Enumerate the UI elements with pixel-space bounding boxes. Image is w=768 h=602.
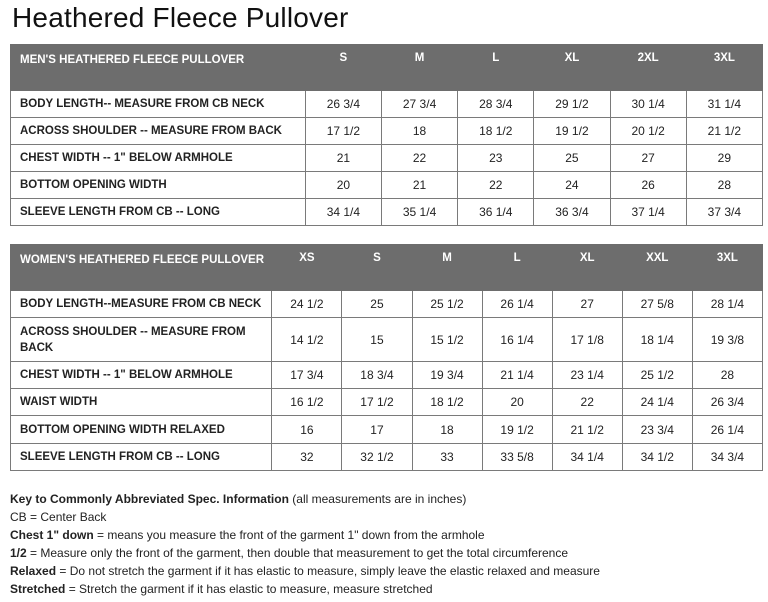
- mens-size-header: M: [381, 45, 457, 91]
- womens-measurement-value: 18: [412, 416, 482, 444]
- womens-measurement-value: 18 1/2: [412, 389, 482, 416]
- womens-measurement-value: 33: [412, 444, 482, 471]
- mens-measurement-value: 20: [305, 172, 381, 199]
- key-definition: Measure only the front of the garment, then double that measurement to get the total circumference: [40, 546, 569, 560]
- womens-measurement-label: SLEEVE LENGTH FROM CB -- LONG: [11, 444, 272, 471]
- key-item: [10, 580, 760, 598]
- womens-measurement-value: 19 3/8: [692, 318, 762, 362]
- womens-measurement-label: ACROSS SHOULDER -- MEASURE FROM BACK: [11, 318, 272, 362]
- womens-measurement-value: 34 3/4: [692, 444, 762, 471]
- womens-size-header: XS: [272, 245, 342, 291]
- key-item: [10, 562, 760, 580]
- womens-table-row: [11, 389, 763, 416]
- womens-measurement-value: 26 1/4: [692, 416, 762, 444]
- mens-table-row: [11, 199, 763, 226]
- womens-measurement-value: 34 1/4: [552, 444, 622, 471]
- womens-measurement-value: 23 3/4: [622, 416, 692, 444]
- mens-measurement-value: 19 1/2: [534, 118, 610, 145]
- womens-measurement-value: 17 1/2: [342, 389, 412, 416]
- mens-size-header: S: [305, 45, 381, 91]
- mens-measurement-value: 22: [381, 145, 457, 172]
- womens-measurement-value: 26 1/4: [482, 291, 552, 318]
- mens-measurement-label: SLEEVE LENGTH FROM CB -- LONG: [11, 199, 306, 226]
- key-title: [10, 490, 760, 508]
- mens-measurement-label: ACROSS SHOULDER -- MEASURE FROM BACK: [11, 118, 306, 145]
- womens-table-title: WOMEN'S HEATHERED FLEECE PULLOVER: [11, 245, 272, 291]
- mens-measurement-value: 27: [610, 145, 686, 172]
- mens-size-header: 3XL: [686, 45, 762, 91]
- womens-measurement-label: CHEST WIDTH -- 1" BELOW ARMHOLE: [11, 362, 272, 389]
- womens-measurement-value: 18 1/4: [622, 318, 692, 362]
- key-title-bold: Key to Commonly Abbreviated Spec. Information: [10, 492, 289, 506]
- mens-measurement-value: 18: [381, 118, 457, 145]
- mens-measurement-value: 21 1/2: [686, 118, 762, 145]
- mens-measurement-value: 37 3/4: [686, 199, 762, 226]
- womens-size-header: XXL: [622, 245, 692, 291]
- mens-measurement-value: 35 1/4: [381, 199, 457, 226]
- mens-measurement-value: 29: [686, 145, 762, 172]
- mens-header-row: [11, 45, 763, 91]
- key-term: 1/2: [10, 546, 27, 560]
- mens-measurement-value: 28: [686, 172, 762, 199]
- key-separator: =: [26, 510, 41, 524]
- womens-measurement-value: 32: [272, 444, 342, 471]
- mens-measurement-value: 17 1/2: [305, 118, 381, 145]
- key-separator: =: [56, 564, 70, 578]
- womens-measurement-value: 23 1/4: [552, 362, 622, 389]
- womens-header-row: [11, 245, 763, 291]
- mens-table-title: MEN'S HEATHERED FLEECE PULLOVER: [11, 45, 306, 91]
- mens-measurement-label: CHEST WIDTH -- 1" BELOW ARMHOLE: [11, 145, 306, 172]
- key-term: Stretched: [10, 582, 66, 596]
- womens-measurement-label: BODY LENGTH--MEASURE FROM CB NECK: [11, 291, 272, 318]
- womens-measurement-value: 21 1/4: [482, 362, 552, 389]
- key-definition: Do not stretch the garment if it has elastic to measure, simply leave the elastic relaxed and measure: [69, 564, 600, 578]
- womens-measurement-value: 27 5/8: [622, 291, 692, 318]
- key-term: Relaxed: [10, 564, 57, 578]
- mens-measurement-value: 28 3/4: [458, 91, 534, 118]
- womens-table-row: [11, 318, 763, 362]
- womens-measurement-value: 21 1/2: [552, 416, 622, 444]
- mens-measurement-value: 34 1/4: [305, 199, 381, 226]
- womens-measurement-value: 16 1/2: [272, 389, 342, 416]
- womens-measurement-label: BOTTOM OPENING WIDTH RELAXED: [11, 416, 272, 444]
- womens-measurement-value: 19 3/4: [412, 362, 482, 389]
- mens-measurement-value: 27 3/4: [381, 91, 457, 118]
- womens-measurement-value: 16: [272, 416, 342, 444]
- mens-measurement-value: 37 1/4: [610, 199, 686, 226]
- womens-measurement-value: 33 5/8: [482, 444, 552, 471]
- womens-measurement-value: 16 1/4: [482, 318, 552, 362]
- key-items: [10, 508, 760, 598]
- mens-measurement-value: 36 3/4: [534, 199, 610, 226]
- mens-measurement-value: 30 1/4: [610, 91, 686, 118]
- womens-measurement-value: 20: [482, 389, 552, 416]
- mens-measurement-value: 25: [534, 145, 610, 172]
- womens-measurement-label: WAIST WIDTH: [11, 389, 272, 416]
- womens-measurement-value: 14 1/2: [272, 318, 342, 362]
- womens-measurement-value: 22: [552, 389, 622, 416]
- mens-measurement-value: 22: [458, 172, 534, 199]
- womens-size-header: XL: [552, 245, 622, 291]
- womens-table-row: [11, 291, 763, 318]
- mens-table-row: [11, 145, 763, 172]
- key-term: CB: [10, 510, 27, 524]
- womens-size-header: M: [412, 245, 482, 291]
- womens-size-chart: [10, 244, 763, 471]
- mens-size-header: 2XL: [610, 45, 686, 91]
- mens-table-row: [11, 91, 763, 118]
- abbreviation-key: [10, 490, 760, 598]
- womens-measurement-value: 27: [552, 291, 622, 318]
- mens-size-header: L: [458, 45, 534, 91]
- womens-measurement-value: 25 1/2: [622, 362, 692, 389]
- mens-measurement-value: 21: [305, 145, 381, 172]
- mens-measurement-value: 31 1/4: [686, 91, 762, 118]
- mens-measurement-label: BOTTOM OPENING WIDTH: [11, 172, 306, 199]
- womens-measurement-value: 24 1/4: [622, 389, 692, 416]
- key-item: [10, 508, 760, 526]
- mens-measurement-value: 18 1/2: [458, 118, 534, 145]
- mens-measurement-value: 26: [610, 172, 686, 199]
- womens-measurement-value: 15 1/2: [412, 318, 482, 362]
- mens-measurement-value: 24: [534, 172, 610, 199]
- womens-measurement-value: 25: [342, 291, 412, 318]
- mens-measurement-value: 21: [381, 172, 457, 199]
- key-item: [10, 544, 760, 562]
- womens-size-header: 3XL: [692, 245, 762, 291]
- page-title: Heathered Fleece Pullover: [12, 2, 349, 33]
- key-definition: Stretch the garment if it has elastic to measure, measure stretched: [79, 582, 433, 596]
- womens-table-row: [11, 444, 763, 471]
- womens-measurement-value: 17 3/4: [272, 362, 342, 389]
- key-definition: means you measure the front of the garment 1" down from the armhole: [107, 528, 485, 542]
- womens-measurement-value: 15: [342, 318, 412, 362]
- mens-size-chart: [10, 44, 763, 226]
- womens-measurement-value: 24 1/2: [272, 291, 342, 318]
- womens-measurement-value: 34 1/2: [622, 444, 692, 471]
- mens-measurement-value: 36 1/4: [458, 199, 534, 226]
- womens-measurement-value: 28 1/4: [692, 291, 762, 318]
- womens-measurement-value: 28: [692, 362, 762, 389]
- key-item: [10, 526, 760, 544]
- key-separator: =: [26, 546, 41, 560]
- mens-measurement-label: BODY LENGTH-- MEASURE FROM CB NECK: [11, 91, 306, 118]
- mens-measurement-value: 20 1/2: [610, 118, 686, 145]
- mens-table-row: [11, 172, 763, 199]
- womens-size-header: L: [482, 245, 552, 291]
- mens-measurement-value: 26 3/4: [305, 91, 381, 118]
- womens-measurement-value: 17: [342, 416, 412, 444]
- key-separator: =: [65, 582, 80, 596]
- womens-table-row: [11, 362, 763, 389]
- womens-measurement-value: 26 3/4: [692, 389, 762, 416]
- womens-measurement-value: 32 1/2: [342, 444, 412, 471]
- mens-measurement-value: 29 1/2: [534, 91, 610, 118]
- womens-measurement-value: 19 1/2: [482, 416, 552, 444]
- key-separator: =: [93, 528, 108, 542]
- key-title-note: (all measurements are in inches): [288, 492, 467, 506]
- womens-size-header: S: [342, 245, 412, 291]
- womens-measurement-value: 17 1/8: [552, 318, 622, 362]
- womens-measurement-value: 18 3/4: [342, 362, 412, 389]
- womens-table-row: [11, 416, 763, 444]
- mens-table-row: [11, 118, 763, 145]
- mens-measurement-value: 23: [458, 145, 534, 172]
- womens-measurement-value: 25 1/2: [412, 291, 482, 318]
- key-definition: Center Back: [40, 510, 107, 524]
- key-term: Chest 1" down: [10, 528, 94, 542]
- mens-size-header: XL: [534, 45, 610, 91]
